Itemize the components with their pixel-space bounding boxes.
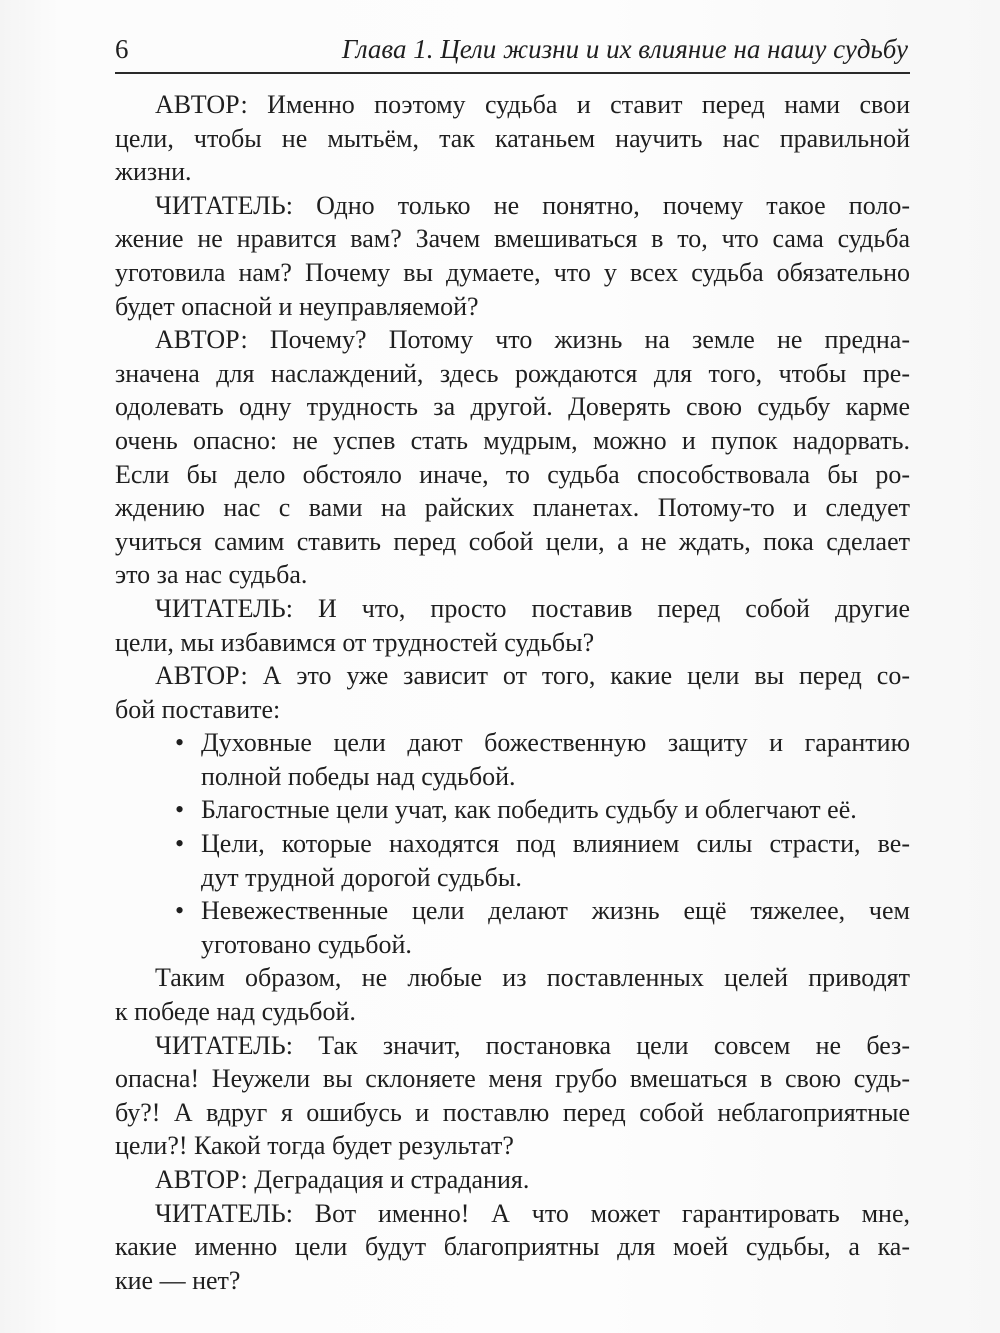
line-text: это за нас судьба. [115, 560, 308, 590]
line-text: опасна! Неужели вы склоняете меня грубо вмешаться в свою судь- [115, 1064, 910, 1094]
line-text: АВТОР: Почему? Потому что жизнь на земле не предна- [155, 325, 910, 355]
text-line [115, 827, 910, 861]
line-text: очень опасно: не успев стать мудрым, можно и пупок надорвать. [115, 425, 910, 455]
text-line [115, 155, 910, 189]
line-text: Если бы дело обстояло иначе, то судьба способствовала бы ро- [115, 459, 910, 489]
line-text: цели, чтобы не мытьём, так катаньем научить нас правильной [115, 123, 910, 153]
line-text: цели?! Какой тогда будет результат? [115, 1131, 514, 1161]
line-text: ЧИТАТЕЛЬ: Так значит, постановка цели совсем не без- [155, 1030, 910, 1060]
text-line [115, 1129, 910, 1163]
text-line [115, 659, 910, 693]
text-line [115, 1096, 910, 1130]
line-text: кие — нет? [115, 1265, 241, 1295]
text-line [115, 626, 910, 660]
line-text: цели, мы избавимся от трудностей судьбы? [115, 627, 595, 657]
line-text: Таким образом, не любые из поставленных целей приводят [155, 963, 910, 993]
line-text: уготовано судьбой. [201, 929, 412, 959]
bullet-icon: • [175, 896, 185, 926]
text-line [115, 1029, 910, 1063]
text-line [115, 894, 910, 928]
text-line [115, 726, 910, 760]
text-line [115, 592, 910, 626]
text-line [115, 256, 910, 290]
text-line [115, 189, 910, 223]
text-line [115, 861, 910, 895]
line-text: полной победы над судьбой. [201, 761, 516, 791]
running-title: Глава 1. Цели жизни и их влияние на нашу судьбу [341, 34, 908, 64]
text-line [115, 760, 910, 794]
line-text: Благостные цели учат, как победить судьбу и облегчают её. [201, 795, 857, 825]
text-line [115, 995, 910, 1029]
line-text: АВТОР: Именно поэтому судьба и ставит перед нами свои [155, 90, 910, 119]
body-text [115, 88, 910, 1297]
text-line [115, 928, 910, 962]
page-number: 6 [115, 34, 129, 64]
line-text: жение не нравится вам? Зачем вмешиваться в то, что сама судьба [115, 224, 910, 254]
text-line [115, 390, 910, 424]
bullet-icon: • [175, 795, 185, 825]
line-text: жизни. [115, 157, 192, 187]
line-text: какие именно цели будут благоприятны для моей судьбы, а ка- [115, 1232, 910, 1262]
line-text: ЧИТАТЕЛЬ: Одно только не понятно, почему такое поло- [155, 190, 910, 220]
line-text: к победе над судьбой. [115, 997, 356, 1027]
line-text: АВТОР: А это уже зависит от того, какие цели вы перед со- [155, 661, 910, 691]
line-text: одолевать одну трудность за другой. Доверять свою судьбу карме [115, 392, 910, 422]
text-line [115, 1163, 910, 1197]
line-text: Цели, которые находятся под влиянием силы страсти, ве- [201, 829, 910, 859]
line-text: бу?! А вдруг я ошибусь и поставлю перед собой неблагоприятные [115, 1097, 910, 1127]
text-line [115, 793, 910, 827]
text-line [115, 1230, 910, 1264]
line-text: ЧИТАТЕЛЬ: И что, просто поставив перед собой другие [155, 593, 910, 623]
text-line [115, 458, 910, 492]
text-line [115, 491, 910, 525]
line-text: бой поставите: [115, 694, 281, 724]
line-text: учиться самим ставить перед собой цели, а не ждать, пока сделает [115, 526, 910, 556]
text-line [115, 290, 910, 324]
text-line [115, 525, 910, 559]
bullet-icon: • [175, 829, 185, 859]
line-text: дут трудной дорогой судьбы. [201, 862, 522, 892]
text-line [115, 558, 910, 592]
line-text: Невежественные цели делают жизнь ещё тяжелее, чем [201, 896, 910, 926]
text-line [115, 693, 910, 727]
text-line [115, 122, 910, 156]
line-text: уготовила нам? Почему вы думаете, что у всех судьба обязательно [115, 257, 910, 287]
text-line [115, 323, 910, 357]
page-header [115, 30, 910, 74]
text-line [115, 1197, 910, 1231]
line-text: ждению нас с вами на райских планетах. Потому-то и следует [115, 493, 910, 523]
text-line [115, 88, 910, 122]
text-line [115, 961, 910, 995]
line-text: ЧИТАТЕЛЬ: Вот именно! А что может гарантировать мне, [155, 1198, 910, 1228]
text-line [115, 1062, 910, 1096]
line-text: АВТОР: Деградация и страдания. [155, 1165, 530, 1194]
bullet-icon: • [175, 728, 185, 758]
line-text: Духовные цели дают божественную защиту и гарантию [201, 728, 910, 758]
text-line [115, 1264, 910, 1298]
text-line [115, 357, 910, 391]
text-line [115, 222, 910, 256]
text-line [115, 424, 910, 458]
line-text: будет опасной и неуправляемой? [115, 291, 479, 321]
line-text: значена для наслаждений, здесь рождаются для того, чтобы пре- [115, 358, 910, 388]
